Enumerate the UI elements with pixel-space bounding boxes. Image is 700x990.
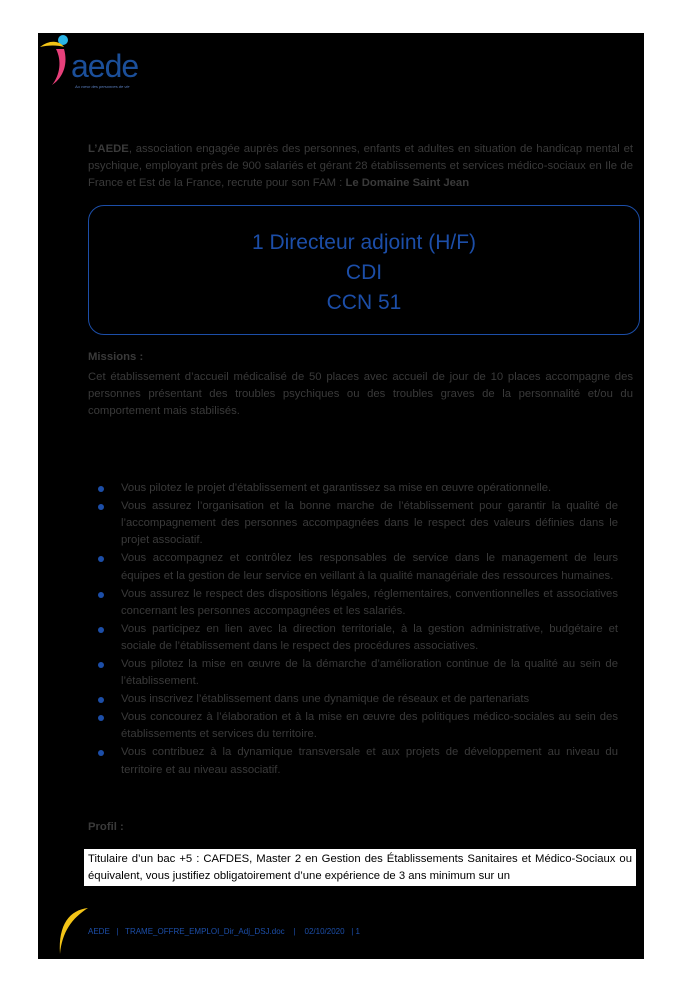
aede-logo	[38, 33, 168, 93]
list-item: Vous pilotez le projet d’établissement et garantissez sa mise en œuvre opérationnelle.	[98, 480, 618, 497]
bullet-icon	[98, 662, 104, 668]
list-item: Vous concourez à l’élaboration et à la mise en œuvre des politiques médico-sociales au sein des établissements et services du territoire.	[98, 709, 618, 743]
page-footer: AEDE | TRAME_OFFRE_EMPLOI_Dir_Adj_DSJ.doc | 02/10/2020 | 1	[88, 927, 360, 936]
list-item: Vous inscrivez l’établissement dans une dynamique de réseaux et de partenariats	[98, 691, 618, 708]
document-page	[38, 33, 644, 959]
profil-text: Titulaire d’un bac +5 : CAFDES, Master 2 en Gestion des Établissements Sanitaires et Médico-Sociaux ou équivalent, vous justifiez obligatoirement d’une expérience de 3 ans minimum sur un	[84, 849, 636, 886]
list-item: Vous contribuez à la dynamique transversale et aux projets de développement au niveau du territoire et au niveau associatif.	[98, 744, 618, 778]
list-item: Vous assurez l’organisation et la bonne marche de l’établissement pour garantir la qualité de l’accompagnement des personnes accompagnées dans le respect des valeurs définies dans le projet associatif.	[98, 498, 618, 550]
logo-tagline: Au cœur des personnes de vie	[75, 84, 130, 89]
list-item: Vous accompagnez et contrôlez les responsables de service dans le management de leurs équipes et la gestion de leur service en veillant à la qualité managériale des ressources humaines.	[98, 550, 618, 584]
job-title: 1 Directeur adjoint (H/F)	[251, 231, 477, 254]
missions-list	[98, 480, 618, 780]
bullet-icon	[98, 486, 104, 492]
intro-paragraph	[88, 141, 633, 192]
bullet-icon	[98, 715, 104, 721]
bullet-icon	[98, 504, 104, 510]
org-name: L’AEDE	[88, 143, 129, 155]
bullet-icon	[98, 750, 104, 756]
list-item: Vous assurez le respect des dispositions légales, réglementaires, conventionnelles et associatives concernant les personnes accompagnées et les salariés.	[98, 586, 618, 620]
job-convention: CCN 51	[326, 291, 402, 314]
bullet-icon	[98, 627, 104, 633]
site-name: Le Domaine Saint Jean	[345, 177, 470, 189]
job-contract: CDI	[345, 261, 383, 284]
missions-heading: Missions :	[88, 351, 144, 363]
profil-heading: Profil :	[88, 821, 124, 833]
job-title-box	[88, 205, 640, 335]
footer-swoosh-icon	[50, 906, 90, 956]
bullet-icon	[98, 592, 104, 598]
list-item: Vous pilotez la mise en œuvre de la démarche d’amélioration continue de la qualité au sein de l’établissement.	[98, 656, 618, 690]
intro-text: , association engagée auprès des personnes, enfants et adultes en situation de handicap mental et psychique, employant près de 900 salariés et gérant 28 établissements et services médico-sociaux en Ile de France et Est de la France, recrute pour son FAM :	[88, 143, 633, 189]
missions-description: Cet établissement d’accueil médicalisé de 50 places avec accueil de jour de 10 places accompagne des personnes présentant des troubles psychiques ou des troubles graves de la personnalité et/ou du comportement mais stabilisés.	[88, 371, 633, 417]
bullet-icon	[98, 697, 104, 703]
logo-wordmark: aede	[71, 48, 139, 84]
list-item: Vous participez en lien avec la direction territoriale, à la gestion administrative, budgétaire et sociale de l’établissement dans le respect des procédures associatives.	[98, 621, 618, 655]
bullet-icon	[98, 556, 104, 562]
